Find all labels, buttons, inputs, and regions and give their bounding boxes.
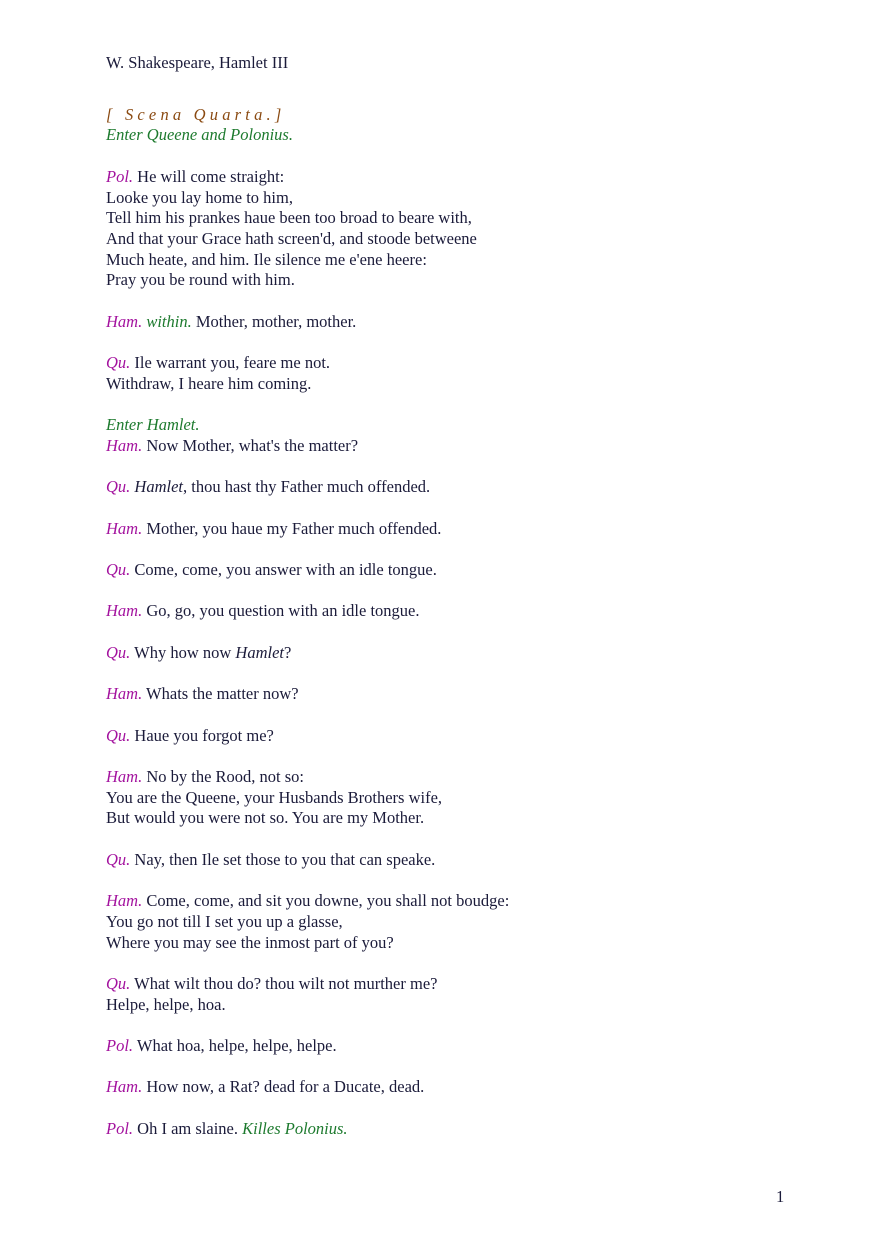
speech-line: Tell him his prankes haue been too broad to beare with, — [106, 208, 472, 228]
speaker-name: Qu. — [106, 642, 131, 662]
line-text: Now Mother, what's the matter? — [146, 435, 359, 455]
speech-line — [106, 1119, 806, 1140]
speech-line — [106, 767, 806, 788]
line-text: ? — [283, 642, 292, 662]
speech-block — [106, 767, 806, 829]
stage-direction-entrance: Enter Hamlet. — [106, 415, 200, 435]
stage-direction: within. — [146, 311, 192, 331]
line-text: Haue you forgot me? — [134, 725, 274, 745]
speech-block — [106, 726, 806, 747]
speaker-name: Qu. — [106, 974, 131, 993]
line-text: How now, a Rat? dead for a Ducate, dead. — [146, 1077, 425, 1097]
line-text: Come, come, and sit you downe, you shall not boudge: — [146, 891, 510, 911]
line-text: Come, come, you answer with an idle tongue. — [134, 560, 437, 580]
page-number: 1 — [776, 1187, 785, 1206]
speech-block — [106, 684, 806, 705]
line-text: , thou hast thy Father much offended. — [183, 477, 431, 497]
scene-heading — [106, 105, 806, 146]
speaker-name: Pol. — [106, 166, 134, 186]
speech-block — [106, 891, 806, 953]
speech-block — [106, 415, 806, 456]
line-text: Oh I am slaine. — [137, 1118, 238, 1138]
speech-line — [106, 601, 806, 622]
speaker-name: Qu. — [106, 725, 131, 745]
speech-line — [106, 974, 806, 995]
speech-block — [106, 560, 806, 581]
speech-line — [106, 1036, 806, 1057]
speaker-name: Pol. — [106, 1118, 134, 1138]
speech-block — [106, 519, 806, 540]
speech-line — [106, 312, 806, 333]
speaker-name: Qu. — [106, 560, 131, 580]
line-text: Whats the matter now? — [146, 684, 299, 704]
line-text: He will come straight: — [137, 166, 285, 186]
speech-block — [106, 850, 806, 871]
line-text: Mother, mother, mother. — [195, 311, 357, 331]
header-text: W. Shakespeare, Hamlet III — [106, 53, 289, 72]
speech-line: Much heate, and him. Ile silence me e'ene heere: — [106, 249, 427, 269]
speech-line — [106, 353, 806, 374]
speech-line: You go not till I set you up a glasse, — [106, 911, 343, 931]
speaker-name: Qu. — [106, 477, 131, 497]
speaker-name: Pol. — [106, 1036, 134, 1056]
speech-line — [106, 726, 806, 747]
speech-line — [106, 684, 806, 705]
speaker-name: Ham. — [106, 311, 143, 331]
speech-block — [106, 601, 806, 622]
line-text: No by the Rood, not so: — [146, 767, 305, 787]
line-text: Why how now — [134, 642, 236, 662]
speech-block — [106, 643, 806, 664]
speaker-name: Qu. — [106, 353, 131, 373]
speech-block — [106, 477, 806, 498]
speech-line — [106, 850, 806, 871]
speech-block — [106, 1119, 806, 1140]
speech-line — [106, 436, 806, 457]
stage-direction-entrance: Enter Queene and Polonius. — [106, 125, 293, 145]
speech-block — [106, 312, 806, 333]
speech-block — [106, 1036, 806, 1057]
speaker-name: Ham. — [106, 767, 143, 787]
scene-title: [ Scena Quarta.] — [106, 104, 286, 124]
line-text: Ile warrant you, feare me not. — [134, 353, 331, 373]
speech-line: You are the Queene, your Husbands Brothers wife, — [106, 787, 443, 807]
speaker-name: Ham. — [106, 435, 143, 455]
speech-line: Helpe, helpe, hoa. — [106, 994, 226, 1014]
line-text: Nay, then Ile set those to you that can speake. — [134, 849, 436, 869]
speech-line — [106, 167, 806, 188]
speech-line: Pray you be round with him. — [106, 270, 295, 290]
speaker-name: Ham. — [106, 601, 143, 621]
speech-line: Where you may see the inmost part of you? — [106, 932, 394, 952]
speech-line — [106, 560, 806, 581]
line-text: What wilt thou do? thou wilt not murther me? — [134, 974, 438, 993]
speech-block — [106, 1077, 806, 1098]
speaker-name: Ham. — [106, 1077, 143, 1097]
line-text: Mother, you haue my Father much offended. — [146, 518, 442, 538]
speech-block — [106, 167, 806, 291]
speech-line: And that your Grace hath screen'd, and stoode betweene — [106, 228, 477, 248]
line-text: What hoa, helpe, helpe, helpe. — [136, 1036, 337, 1056]
speech-line — [106, 1077, 806, 1098]
speech-line: But would you were not so. You are my Mother. — [106, 808, 425, 828]
document-page — [106, 53, 806, 1160]
line-text: Go, go, you question with an idle tongue. — [146, 601, 420, 621]
running-header — [106, 53, 806, 74]
character-name: Hamlet — [134, 477, 183, 497]
speaker-name: Qu. — [106, 849, 131, 869]
speech-line: Looke you lay home to him, — [106, 187, 293, 207]
speech-line — [106, 643, 806, 664]
speaker-name: Ham. — [106, 891, 143, 911]
speech-line — [106, 477, 806, 498]
stage-direction: Killes Polonius. — [242, 1118, 348, 1138]
speech-line — [106, 519, 806, 540]
speech-line — [106, 891, 806, 912]
speech-line: Withdraw, I heare him coming. — [106, 373, 312, 393]
speech-block — [106, 974, 806, 1015]
speaker-name: Ham. — [106, 684, 143, 704]
speech-block — [106, 353, 806, 394]
character-name: Hamlet — [235, 642, 284, 662]
speaker-name: Ham. — [106, 518, 143, 538]
